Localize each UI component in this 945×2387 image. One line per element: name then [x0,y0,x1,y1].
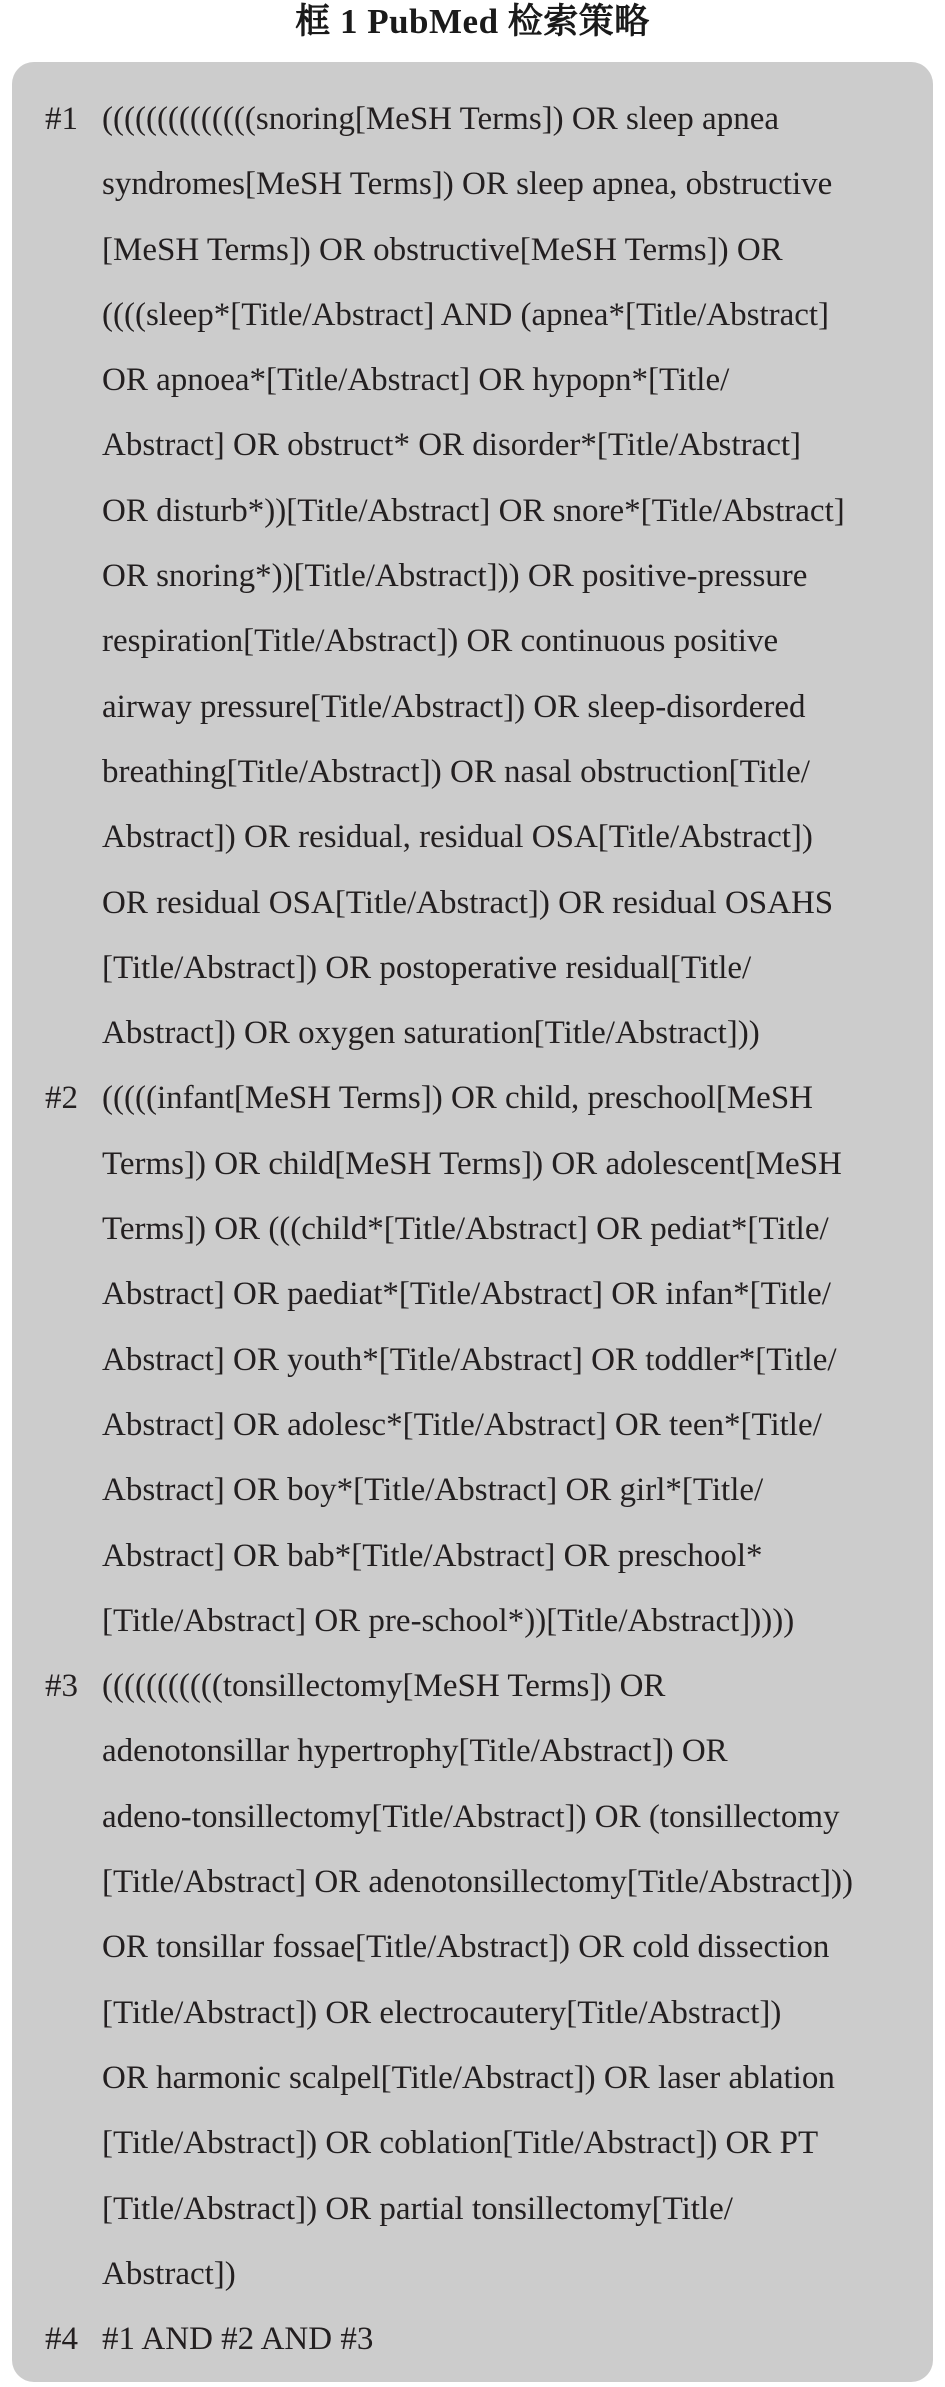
query-line: [Title/Abstract] OR pre-school*))[Title/Abstract])))) [102,1602,795,1639]
query-line: OR residual OSA[Title/Abstract]) OR residual OSAHS [102,884,834,921]
entry-label: #4 [45,2321,78,2358]
query-line: OR apnoea*[Title/Abstract] OR hypopn*[Title/ [102,362,730,399]
query-line: [Title/Abstract]) OR electrocautery[Title/Abstract]) [102,1994,782,2031]
query-line: Abstract]) [102,2255,236,2292]
entry-label: #1 [45,101,78,137]
entry-label: #3 [45,1668,78,1705]
query-line: Abstract] OR boy*[Title/Abstract] OR girl*[Title/ [102,1472,764,1509]
search-entry-4 [45,2307,911,2372]
query-line: Abstract] OR youth*[Title/Abstract] OR toddler*[Title/ [102,1341,837,1378]
query-line: [MeSH Terms]) OR obstructive[MeSH Terms]) OR [102,231,783,268]
query-line: [Title/Abstract] OR adenotonsillectomy[Title/Abstract])) [102,1864,853,1901]
query-line: ((((((((((((((snoring[MeSH Terms]) OR sleep apnea [102,101,779,137]
query-line: Abstract] OR paediat*[Title/Abstract] OR infan*[Title/ [102,1276,831,1313]
query-line: (((((infant[MeSH Terms]) OR child, preschool[MeSH [102,1080,813,1117]
search-entry-2 [45,1066,911,1654]
query-line: adeno-tonsillectomy[Title/Abstract]) OR (tonsillectomy [102,1798,840,1835]
query-line: OR tonsillar fossae[Title/Abstract]) OR cold dissection [102,1929,830,1966]
query-line: Abstract] OR obstruct* OR disorder*[Title/Abstract] [102,427,802,464]
query-line: Abstract]) OR residual, residual OSA[Title/Abstract]) [102,819,813,856]
query-line: adenotonsillar hypertrophy[Title/Abstract]) OR [102,1733,728,1770]
search-strategy-box [12,62,933,2382]
query-line: #1 AND #2 AND #3 [102,2321,374,2358]
box-title: 框 1 PubMed 检索策略 [295,2,650,41]
entry-query-text [102,1066,911,1654]
query-line: OR snoring*))[Title/Abstract])) OR positive-pressure [102,558,808,595]
query-line: OR harmonic scalpel[Title/Abstract]) OR laser ablation [102,2059,835,2096]
query-line: Abstract] OR adolesc*[Title/Abstract] OR teen*[Title/ [102,1406,822,1443]
query-line: airway pressure[Title/Abstract]) OR sleep-disordered [102,688,806,725]
query-line: [Title/Abstract]) OR coblation[Title/Abstract]) OR PT [102,2125,819,2162]
query-line: Terms]) OR (((child*[Title/Abstract] OR pediat*[Title/ [102,1211,829,1248]
entry-label: #2 [45,1080,78,1117]
query-line: [Title/Abstract]) OR postoperative residual[Title/ [102,949,752,986]
query-line: ((((sleep*[Title/Abstract] AND (apnea*[Title/Abstract] [102,296,830,333]
query-line: OR disturb*))[Title/Abstract] OR snore*[Title/Abstract] [102,492,845,529]
query-line: (((((((((((tonsillectomy[MeSH Terms]) OR [102,1668,666,1705]
query-line: breathing[Title/Abstract]) OR nasal obstruction[Title/ [102,753,810,790]
query-line: Abstract]) OR oxygen saturation[Title/Abstract])) [102,1015,760,1052]
query-line: Abstract] OR bab*[Title/Abstract] OR preschool* [102,1537,763,1574]
query-line: syndromes[MeSH Terms]) OR sleep apnea, obstructive [102,166,833,203]
query-line: [Title/Abstract]) OR partial tonsillectomy[Title/ [102,2190,733,2227]
search-entry-3 [45,1654,911,2307]
entry-query-text [102,1654,911,2307]
entry-query-text [102,2307,911,2372]
entry-query-text [102,87,911,1066]
query-line: respiration[Title/Abstract]) OR continuous positive [102,623,779,660]
query-line: Terms]) OR child[MeSH Terms]) OR adolescent[MeSH [102,1145,842,1182]
search-entry-1 [45,87,911,1066]
